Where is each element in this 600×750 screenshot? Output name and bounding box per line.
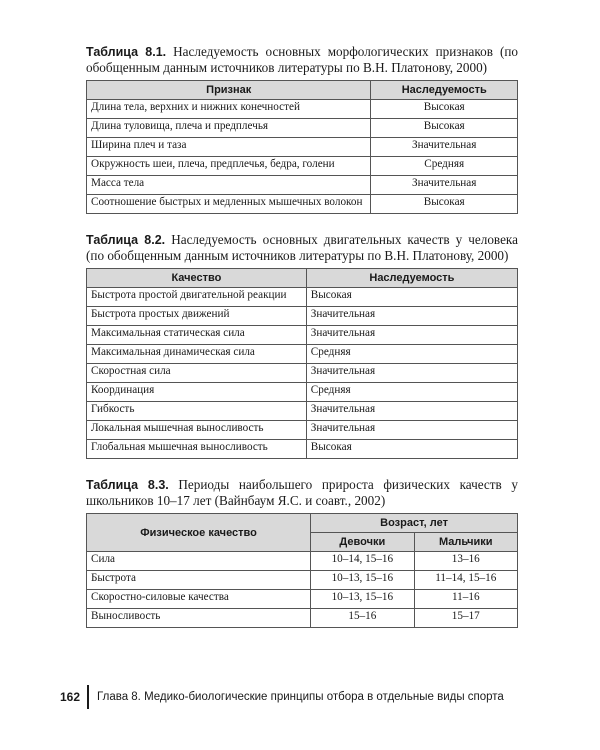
table-row bbox=[87, 157, 518, 176]
table-cell: Соотношение быстрых и медленных мышечных волокон bbox=[87, 195, 371, 214]
table-cell: 10–14, 15–16 bbox=[311, 552, 414, 571]
table-cell: Максимальная динамическая сила bbox=[87, 345, 307, 364]
table-cell: 10–13, 15–16 bbox=[311, 590, 414, 609]
table-row bbox=[87, 100, 518, 119]
page-footer bbox=[60, 682, 530, 712]
table-cell: Высокая bbox=[306, 440, 517, 459]
table-cell: Масса тела bbox=[87, 176, 371, 195]
table2-label: Таблица 8.2. bbox=[86, 233, 166, 247]
table-cell: Длина туловища, плеча и предплечья bbox=[87, 119, 371, 138]
table3-caption-text: Периоды наибольшего прироста физических качеств у школьников 10–17 лет (Вайнбаум Я.С. и соавт., 2002) bbox=[86, 477, 518, 508]
table-cell: Быстрота bbox=[87, 571, 311, 590]
table3-header-boys: Мальчики bbox=[414, 533, 517, 552]
table1-caption-text: Наследуемость основных морфологических признаков (по обобщенным данным источников литературы по В.Н. Платонову, 2000) bbox=[86, 44, 518, 75]
table-cell: Значительная bbox=[371, 176, 518, 195]
table-cell: Высокая bbox=[371, 195, 518, 214]
table-cell: Выносливость bbox=[87, 609, 311, 628]
table-row bbox=[87, 421, 518, 440]
table-cell: 15–16 bbox=[311, 609, 414, 628]
table-cell: Значительная bbox=[306, 307, 517, 326]
chapter-title: Глава 8. Медико-биологические принципы отбора в отдельные виды спорта bbox=[97, 691, 504, 703]
table-row bbox=[87, 571, 518, 590]
table-row bbox=[87, 195, 518, 214]
table-cell: Средняя bbox=[306, 345, 517, 364]
table-cell: Средняя bbox=[306, 383, 517, 402]
table-cell: Глобальная мышечная выносливость bbox=[87, 440, 307, 459]
table-row bbox=[87, 345, 518, 364]
table-cell: Гибкость bbox=[87, 402, 307, 421]
table-row bbox=[87, 609, 518, 628]
table-row bbox=[87, 402, 518, 421]
table1-header-heritability: Наследуемость bbox=[371, 81, 518, 100]
table-cell: Сила bbox=[87, 552, 311, 571]
table-row bbox=[87, 138, 518, 157]
table-cell: 11–16 bbox=[414, 590, 517, 609]
table3-header-age: Возраст, лет bbox=[311, 514, 518, 533]
table-cell: Скоростная сила bbox=[87, 364, 307, 383]
table3-label: Таблица 8.3. bbox=[86, 478, 169, 492]
table-row bbox=[87, 590, 518, 609]
table-cell: Значительная bbox=[306, 364, 517, 383]
table1-caption bbox=[86, 44, 518, 76]
table-row bbox=[87, 364, 518, 383]
table-cell: 15–17 bbox=[414, 609, 517, 628]
table-cell: Средняя bbox=[371, 157, 518, 176]
table-row bbox=[87, 552, 518, 571]
table-row bbox=[87, 307, 518, 326]
table-cell: Высокая bbox=[371, 100, 518, 119]
table-cell: Ширина плеч и таза bbox=[87, 138, 371, 157]
table-cell: Координация bbox=[87, 383, 307, 402]
table1-heritability-morphological bbox=[86, 80, 518, 214]
table-cell: 10–13, 15–16 bbox=[311, 571, 414, 590]
table-cell: Высокая bbox=[371, 119, 518, 138]
table-row bbox=[87, 119, 518, 138]
table-cell: Длина тела, верхних и нижних конечностей bbox=[87, 100, 371, 119]
table3-header-quality: Физическое качество bbox=[87, 514, 311, 552]
table-row bbox=[87, 326, 518, 345]
table-cell: Быстрота простых движений bbox=[87, 307, 307, 326]
table-cell: 13–16 bbox=[414, 552, 517, 571]
table-cell: Значительная bbox=[306, 421, 517, 440]
table-cell: Быстрота простой двигательной реакции bbox=[87, 288, 307, 307]
page-number: 162 bbox=[60, 685, 89, 709]
table1-label: Таблица 8.1. bbox=[86, 45, 167, 59]
page-content bbox=[86, 44, 518, 628]
table-cell: Значительная bbox=[306, 326, 517, 345]
table2-caption bbox=[86, 232, 518, 264]
table2-header-heritability: Наследуемость bbox=[306, 269, 517, 288]
table-cell: Высокая bbox=[306, 288, 517, 307]
table-cell: Скоростно-силовые качества bbox=[87, 590, 311, 609]
table-row bbox=[87, 288, 518, 307]
table-row bbox=[87, 383, 518, 402]
table1-header-trait: Признак bbox=[87, 81, 371, 100]
table-cell: Значительная bbox=[306, 402, 517, 421]
table-cell: 11–14, 15–16 bbox=[414, 571, 517, 590]
table-row bbox=[87, 176, 518, 195]
table3-header-girls: Девочки bbox=[311, 533, 414, 552]
table-cell: Значительная bbox=[371, 138, 518, 157]
table3-growth-periods bbox=[86, 513, 518, 628]
table-cell: Окружность шеи, плеча, предплечья, бедра, голени bbox=[87, 157, 371, 176]
table-cell: Локальная мышечная выносливость bbox=[87, 421, 307, 440]
table3-caption bbox=[86, 477, 518, 509]
table-cell: Максимальная статическая сила bbox=[87, 326, 307, 345]
table2-heritability-motor bbox=[86, 268, 518, 459]
table-row bbox=[87, 440, 518, 459]
table2-caption-text: Наследуемость основных двигательных качеств у человека (по обобщенным данным источников литературы по В.Н. Платонову, 2000) bbox=[86, 232, 518, 263]
table2-header-quality: Качество bbox=[87, 269, 307, 288]
